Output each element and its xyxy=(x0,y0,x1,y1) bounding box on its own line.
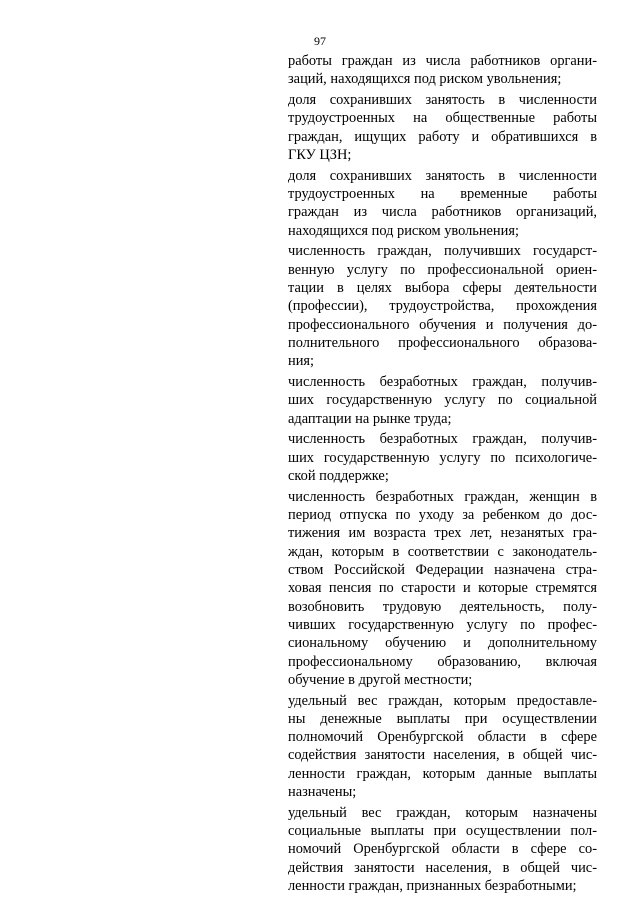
text-line: ны денежные выплаты при осуществлении xyxy=(288,710,597,727)
text-line: заций, находящихся под риском увольнения; xyxy=(288,71,562,88)
text-line: действия занятости населения, в общей чис- xyxy=(288,859,597,876)
text-line: венную услугу по профессиональной ориен- xyxy=(288,261,597,278)
text-line: граждан из числа работников организаций, xyxy=(288,204,597,221)
text-line: период отпуска по уходу за ребенком до дос- xyxy=(288,507,597,524)
text-line: содействия занятости населения, в общей чис- xyxy=(288,747,597,764)
text-line: полнительного профессионального образова- xyxy=(288,334,597,351)
text-line: тижения им возраста трех лет, незанятых гра- xyxy=(288,525,597,542)
list-item xyxy=(288,373,597,428)
text-line: ждан, которым в соответствии с законодатель- xyxy=(288,543,597,560)
text-line: удельный вес граждан, которым предоставле- xyxy=(288,692,597,709)
text-line: социальные выплаты при осуществлении пол- xyxy=(288,823,597,840)
text-line: ством Российской Федерации назначена стра- xyxy=(288,562,597,579)
text-line: трудоустроенных на общественные работы xyxy=(288,110,597,127)
text-line: ния; xyxy=(288,353,315,370)
text-line: обучение в другой местности; xyxy=(288,671,473,688)
text-line: трудоустроенных на временные работы xyxy=(288,186,597,203)
list-item xyxy=(288,242,597,370)
text-line: назначены; xyxy=(288,784,357,801)
text-line: сиональному обучению и дополнительному xyxy=(288,635,597,652)
text-line: численность безработных граждан, женщин в xyxy=(288,488,597,505)
text-line: ших государственную услугу по социальной xyxy=(288,392,597,409)
list-item xyxy=(288,488,597,689)
text-line: ленности граждан, которым данные выплаты xyxy=(288,765,597,782)
list-item xyxy=(288,52,597,89)
text-line: ших государственную услугу по психологиче- xyxy=(288,449,597,466)
text-line: ховая пенсия по старости и которые стремятся xyxy=(288,580,597,597)
list-item xyxy=(288,430,597,485)
text-line: чивших государственную услугу по профес- xyxy=(288,616,597,633)
text-line: граждан, ищущих работу и обратившихся в xyxy=(288,128,597,145)
text-line: ГКУ ЦЗН; xyxy=(288,146,352,163)
text-line: численность граждан, получивших государст- xyxy=(288,243,597,260)
page-number: 97 xyxy=(314,34,326,48)
text-line: ленности граждан, признанных безработными; xyxy=(288,878,577,895)
list-item xyxy=(288,804,597,895)
list-item xyxy=(288,91,597,164)
text-line: ской поддержке; xyxy=(288,468,389,485)
text-line: находящихся под риском увольнения; xyxy=(288,222,519,239)
text-line: удельный вес граждан, которым назначены xyxy=(288,804,597,821)
text-line: профессионального обучения и получения до- xyxy=(288,316,597,333)
text-line: профессиональному образованию, включая xyxy=(288,653,597,670)
list-item xyxy=(288,167,597,240)
text-line: работы граждан из числа работников органи- xyxy=(288,53,597,69)
text-column xyxy=(288,52,597,895)
text-line: доля сохранивших занятость в численности xyxy=(288,92,597,109)
list-item xyxy=(288,692,597,802)
text-line: тации в целях выбора сферы деятельности xyxy=(288,280,597,297)
text-line: номочий Оренбургской области в сфере со- xyxy=(288,841,597,858)
text-line: численность безработных граждан, получив- xyxy=(288,431,597,448)
text-line: возобновить трудовую деятельность, полу- xyxy=(288,598,597,615)
text-line: (профессии), трудоустройства, прохождения xyxy=(288,298,597,315)
text-line: доля сохранивших занятость в численности xyxy=(288,167,597,184)
text-line: адаптации на рынке труда; xyxy=(288,410,452,427)
text-line: полномочий Оренбургской области в сфере xyxy=(288,729,597,746)
text-line: численность безработных граждан, получив- xyxy=(288,374,597,391)
